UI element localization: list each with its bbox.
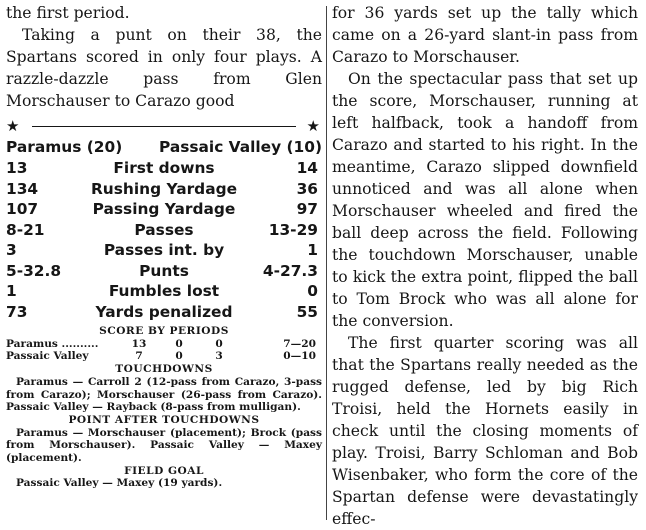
left-article-text xyxy=(6,2,322,112)
left-column xyxy=(6,2,322,490)
left-paragraph-2: Taking a punt on their 38, the Spartans scored in only four plays. A razzle-dazzle pass from Glen Morschauser to Carazo good xyxy=(6,26,322,110)
stat-value-passaic: 1 xyxy=(307,241,318,259)
stat-label: Fumbles lost xyxy=(108,282,220,300)
star-rule-separator xyxy=(6,115,322,137)
stat-value-paramus: 5-32.8 xyxy=(6,261,62,280)
right-paragraph-3: The first quarter scoring was all that the Spartans really needed as the rugged defense, led by big Rich Troisi, held the Hornets easily in check until the closing moments of play. Troisi, Barry Schloman and Bob Wisenbaker, who form the core of the Spartan defense were devastatingly effec- xyxy=(332,334,638,528)
point-after-heading: POINT AFTER TOUCHDOWNS xyxy=(68,413,260,426)
field-goal-heading: FIELD GOAL xyxy=(124,464,204,477)
team-2-name: Passaic Valley (10) xyxy=(158,138,322,156)
stat-value-paramus: 73 xyxy=(6,302,28,321)
scoring-summary xyxy=(6,325,322,490)
game-statistics-table xyxy=(6,137,322,322)
stat-value-passaic: 0 xyxy=(307,282,318,300)
stat-label: Punts xyxy=(139,261,189,280)
stat-value-passaic: 55 xyxy=(296,302,318,321)
stat-value-paramus: 1 xyxy=(6,282,17,300)
period-team: Passaic Valley xyxy=(6,350,89,363)
stat-row xyxy=(6,179,322,200)
stat-row xyxy=(6,158,322,179)
period-score: 0 xyxy=(175,350,183,363)
stat-row xyxy=(6,240,322,261)
period-row xyxy=(6,338,322,351)
right-column xyxy=(332,2,638,530)
touchdowns-text: Paramus — Carroll 2 (12-pass from Carazo, 3-pass from Carazo); Morschauser (26-pass from Carazo). Passaic Valley — Rayback (8-pass from mulligan). xyxy=(6,375,322,414)
stat-rows xyxy=(6,158,322,322)
stat-value-paramus: 107 xyxy=(6,200,39,218)
period-score: 0 xyxy=(175,337,183,350)
right-paragraph-1: for 36 yards set up the tally which came on a 26-yard slant-in pass from Carazo to Morschauser. xyxy=(332,4,638,66)
stat-label: Passing Yardage xyxy=(92,200,236,218)
team-1-name: Paramus (20) xyxy=(6,138,123,156)
field-goal-text: Passaic Valley — Maxey (19 yards). xyxy=(16,477,223,490)
stat-label: Yards penalized xyxy=(95,302,233,321)
score-by-periods-heading: SCORE BY PERIODS xyxy=(99,325,229,337)
column-divider xyxy=(326,6,327,520)
stat-row xyxy=(6,281,322,302)
period-score: 13 xyxy=(131,337,147,350)
left-paragraph-1: the first period. xyxy=(6,4,130,22)
right-paragraph-2: On the spectacular pass that set up the score, Morschauser, running at left halfback, took a handoff from Carazo and started to his right. In the meantime, Carazo slipped downfield unnoticed and was all alone when Morschauser wheeled and fired the ball deep across the field. Following the touchdown Morschauser, unable to kick the extra point, flipped the ball to Tom Brock who was all alone for the conversion. xyxy=(332,70,638,330)
stat-value-passaic: 14 xyxy=(296,159,318,177)
period-team: Paramus .......... xyxy=(6,337,99,350)
stat-row xyxy=(6,220,322,241)
stat-label: Passes int. by xyxy=(103,241,225,259)
stat-row xyxy=(6,302,322,323)
stat-value-passaic: 97 xyxy=(296,200,318,218)
stat-value-paramus: 3 xyxy=(6,241,17,259)
stat-value-passaic: 13-29 xyxy=(268,220,318,239)
star-icon: ★ xyxy=(306,117,320,135)
period-score: 3 xyxy=(215,350,223,363)
stat-row xyxy=(6,261,322,282)
stat-value-paramus: 13 xyxy=(6,159,28,177)
stat-value-paramus: 8-21 xyxy=(6,220,45,239)
period-score: 7—20 xyxy=(283,337,316,350)
period-rows xyxy=(6,338,322,363)
stat-value-paramus: 134 xyxy=(6,179,39,198)
point-after-text: Paramus — Morschauser (placement); Brock (pass from Morschauser). Passaic Valley — Maxey (placement). xyxy=(6,426,322,465)
team-header-row xyxy=(6,137,322,158)
period-score: 0 xyxy=(215,337,223,350)
right-article-text xyxy=(332,2,638,530)
stat-label: Rushing Yardage xyxy=(90,179,238,198)
horizontal-rule xyxy=(32,126,296,127)
period-score: 7 xyxy=(135,350,143,363)
period-row xyxy=(6,350,322,363)
stat-value-passaic: 4-27.3 xyxy=(262,261,318,280)
stat-label: Passes xyxy=(134,220,194,239)
touchdowns-heading: TOUCHDOWNS xyxy=(115,363,213,376)
stat-row xyxy=(6,199,322,220)
stat-label: First downs xyxy=(113,159,215,177)
star-icon: ★ xyxy=(6,117,20,135)
stat-value-passaic: 36 xyxy=(296,179,318,198)
period-score: 0—10 xyxy=(283,350,316,363)
